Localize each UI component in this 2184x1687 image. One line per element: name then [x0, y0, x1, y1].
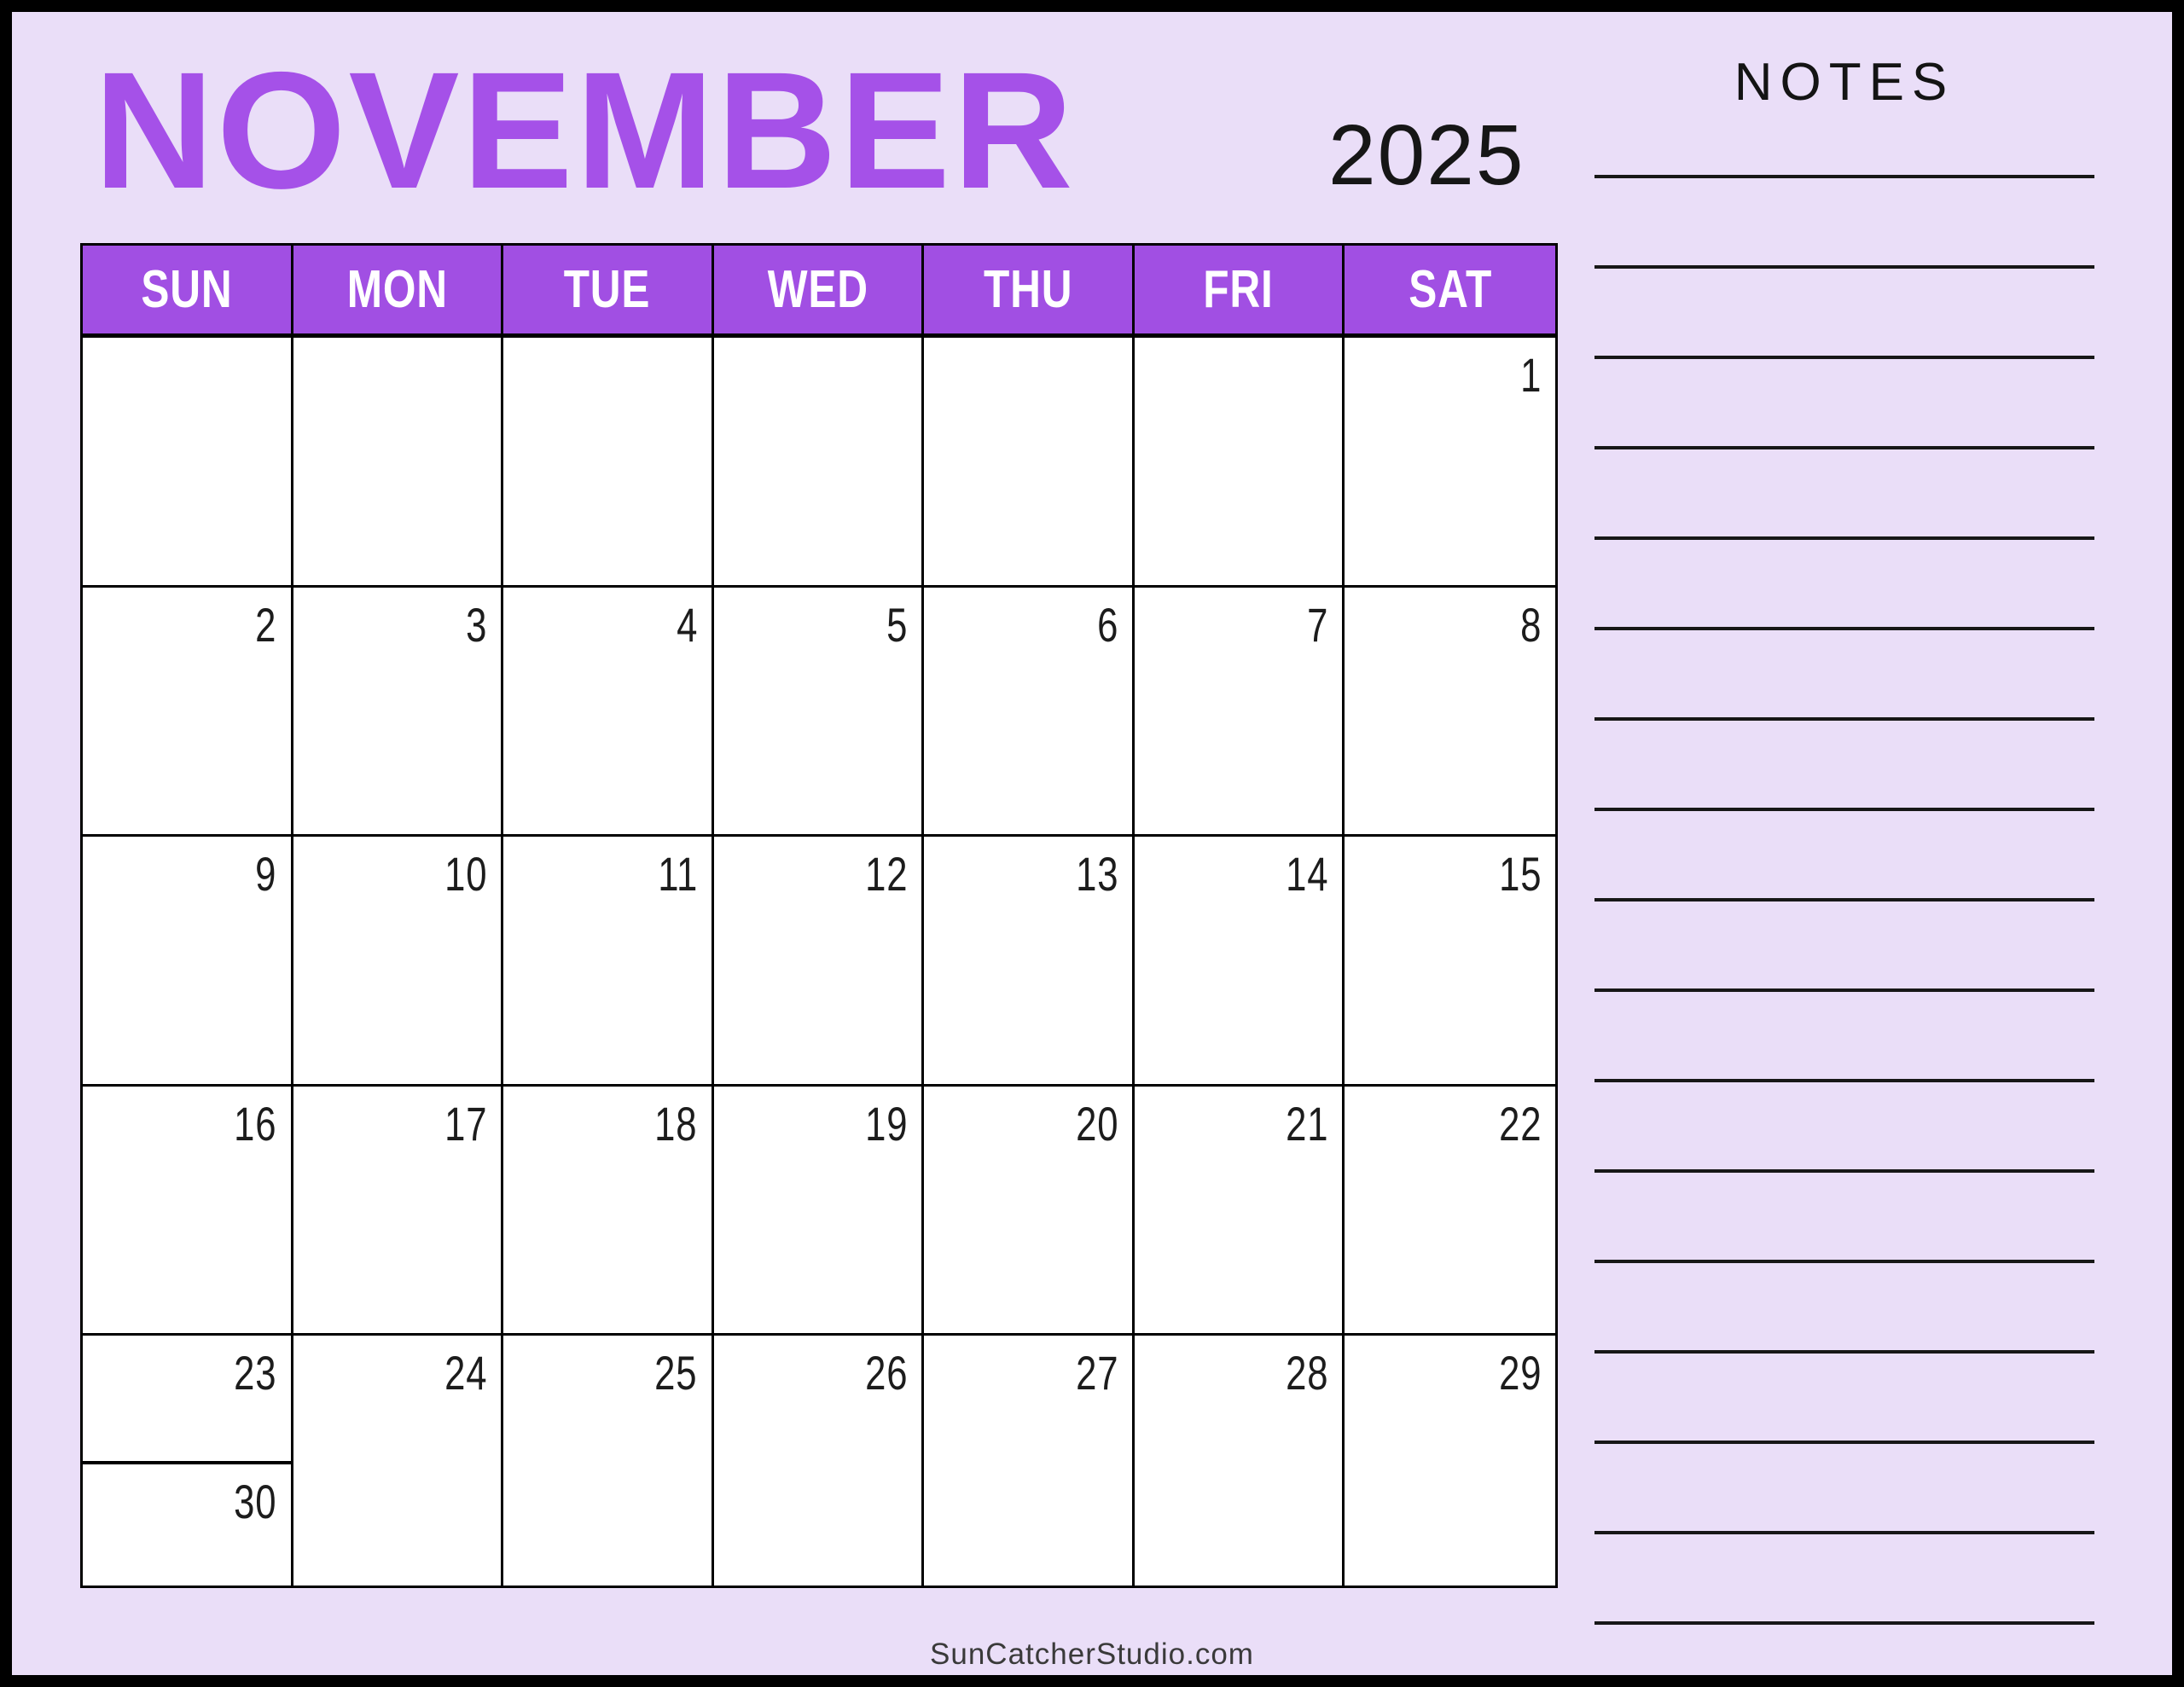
date-number: 3 — [466, 597, 488, 652]
date-cell — [1345, 338, 1555, 588]
date-cell — [924, 837, 1135, 1087]
date-number: 20 — [1075, 1096, 1118, 1151]
date-cell — [83, 588, 293, 838]
date-number: 21 — [1286, 1096, 1329, 1151]
date-cell-split — [83, 1336, 293, 1586]
date-number: 29 — [1498, 1346, 1542, 1400]
month-title: NOVEMBER — [94, 38, 1076, 223]
date-number: 6 — [1096, 597, 1118, 652]
date-number: 30 — [234, 1474, 277, 1528]
date-cell — [924, 1087, 1135, 1336]
date-number: 8 — [1519, 597, 1542, 652]
date-cell — [293, 837, 504, 1087]
note-line — [1594, 808, 2094, 811]
date-cell — [714, 1336, 925, 1586]
note-line — [1594, 1169, 2094, 1173]
date-number: 12 — [865, 847, 909, 901]
date-cell — [1345, 1087, 1555, 1336]
note-line — [1594, 1531, 2094, 1534]
overflow-date-cell — [83, 1461, 291, 1586]
date-number: 2 — [255, 597, 277, 652]
day-header-cell-fri — [1135, 246, 1345, 338]
date-number: 17 — [444, 1096, 488, 1151]
day-header-cell-sun — [83, 246, 293, 338]
date-cell — [503, 837, 714, 1087]
watermark: SunCatcherStudio.com — [930, 1638, 1254, 1671]
note-line — [1594, 356, 2094, 359]
day-header-cell-tue — [503, 246, 714, 338]
calendar-grid — [80, 243, 1558, 1588]
date-cell — [1135, 1336, 1345, 1586]
date-cell — [83, 1336, 291, 1460]
date-cell — [1345, 837, 1555, 1087]
note-line — [1594, 1260, 2094, 1263]
date-number: 15 — [1498, 847, 1542, 901]
date-number: 5 — [886, 597, 909, 652]
paper-background — [12, 12, 2172, 1675]
date-cell — [714, 338, 925, 588]
date-number: 22 — [1498, 1096, 1542, 1151]
day-header-cell-wed — [714, 246, 925, 338]
date-cell — [924, 338, 1135, 588]
date-number: 18 — [654, 1096, 698, 1151]
note-line — [1594, 1621, 2094, 1625]
date-number: 9 — [255, 847, 277, 901]
date-cell — [83, 338, 293, 588]
date-cell — [503, 588, 714, 838]
date-number: 7 — [1307, 597, 1329, 652]
day-header-label: FRI — [1203, 259, 1274, 319]
day-header-cell-sat — [1345, 246, 1555, 338]
date-cell — [1135, 1087, 1345, 1336]
date-cell — [1345, 1336, 1555, 1586]
day-header-label: WED — [767, 259, 868, 319]
date-cell — [503, 1336, 714, 1586]
date-number: 11 — [657, 847, 698, 901]
day-header-label: THU — [983, 259, 1073, 319]
date-cell — [1135, 588, 1345, 838]
date-cell — [714, 837, 925, 1087]
day-header-cell-mon — [293, 246, 504, 338]
year-label: 2025 — [1328, 107, 1525, 203]
date-cell — [83, 1087, 293, 1336]
day-header-label: SAT — [1408, 259, 1492, 319]
date-number: 27 — [1075, 1346, 1118, 1400]
date-number: 25 — [654, 1346, 698, 1400]
date-number: 28 — [1286, 1346, 1329, 1400]
date-number: 10 — [444, 847, 488, 901]
note-line — [1594, 1350, 2094, 1354]
date-cell — [293, 1087, 504, 1336]
day-header-label: TUE — [564, 259, 651, 319]
date-number: 23 — [234, 1346, 277, 1400]
date-cell — [83, 837, 293, 1087]
note-line — [1594, 1441, 2094, 1444]
notes-title: NOTES — [1734, 53, 1955, 112]
date-number: 4 — [676, 597, 698, 652]
date-cell — [293, 588, 504, 838]
note-line — [1594, 265, 2094, 269]
note-line — [1594, 446, 2094, 449]
date-cell — [1135, 837, 1345, 1087]
note-line — [1594, 1079, 2094, 1082]
date-number: 16 — [234, 1096, 277, 1151]
date-cell — [924, 588, 1135, 838]
date-number: 13 — [1075, 847, 1118, 901]
date-cell — [293, 1336, 504, 1586]
date-cell — [714, 588, 925, 838]
date-number: 14 — [1286, 847, 1329, 901]
date-cell — [714, 1087, 925, 1336]
date-cell — [503, 338, 714, 588]
date-cell — [1135, 338, 1345, 588]
date-cell — [1345, 588, 1555, 838]
day-header-label: MON — [346, 259, 448, 319]
note-line — [1594, 536, 2094, 540]
note-line — [1594, 717, 2094, 721]
note-line — [1594, 898, 2094, 901]
day-header-cell-thu — [924, 246, 1135, 338]
date-number: 19 — [865, 1096, 909, 1151]
date-cell — [293, 338, 504, 588]
note-line — [1594, 175, 2094, 178]
note-line — [1594, 988, 2094, 992]
date-cell — [924, 1336, 1135, 1586]
date-number: 1 — [1519, 348, 1542, 402]
day-header-label: SUN — [141, 259, 233, 319]
date-cell — [503, 1087, 714, 1336]
note-line — [1594, 627, 2094, 630]
date-number: 26 — [865, 1346, 909, 1400]
date-number: 24 — [444, 1346, 488, 1400]
